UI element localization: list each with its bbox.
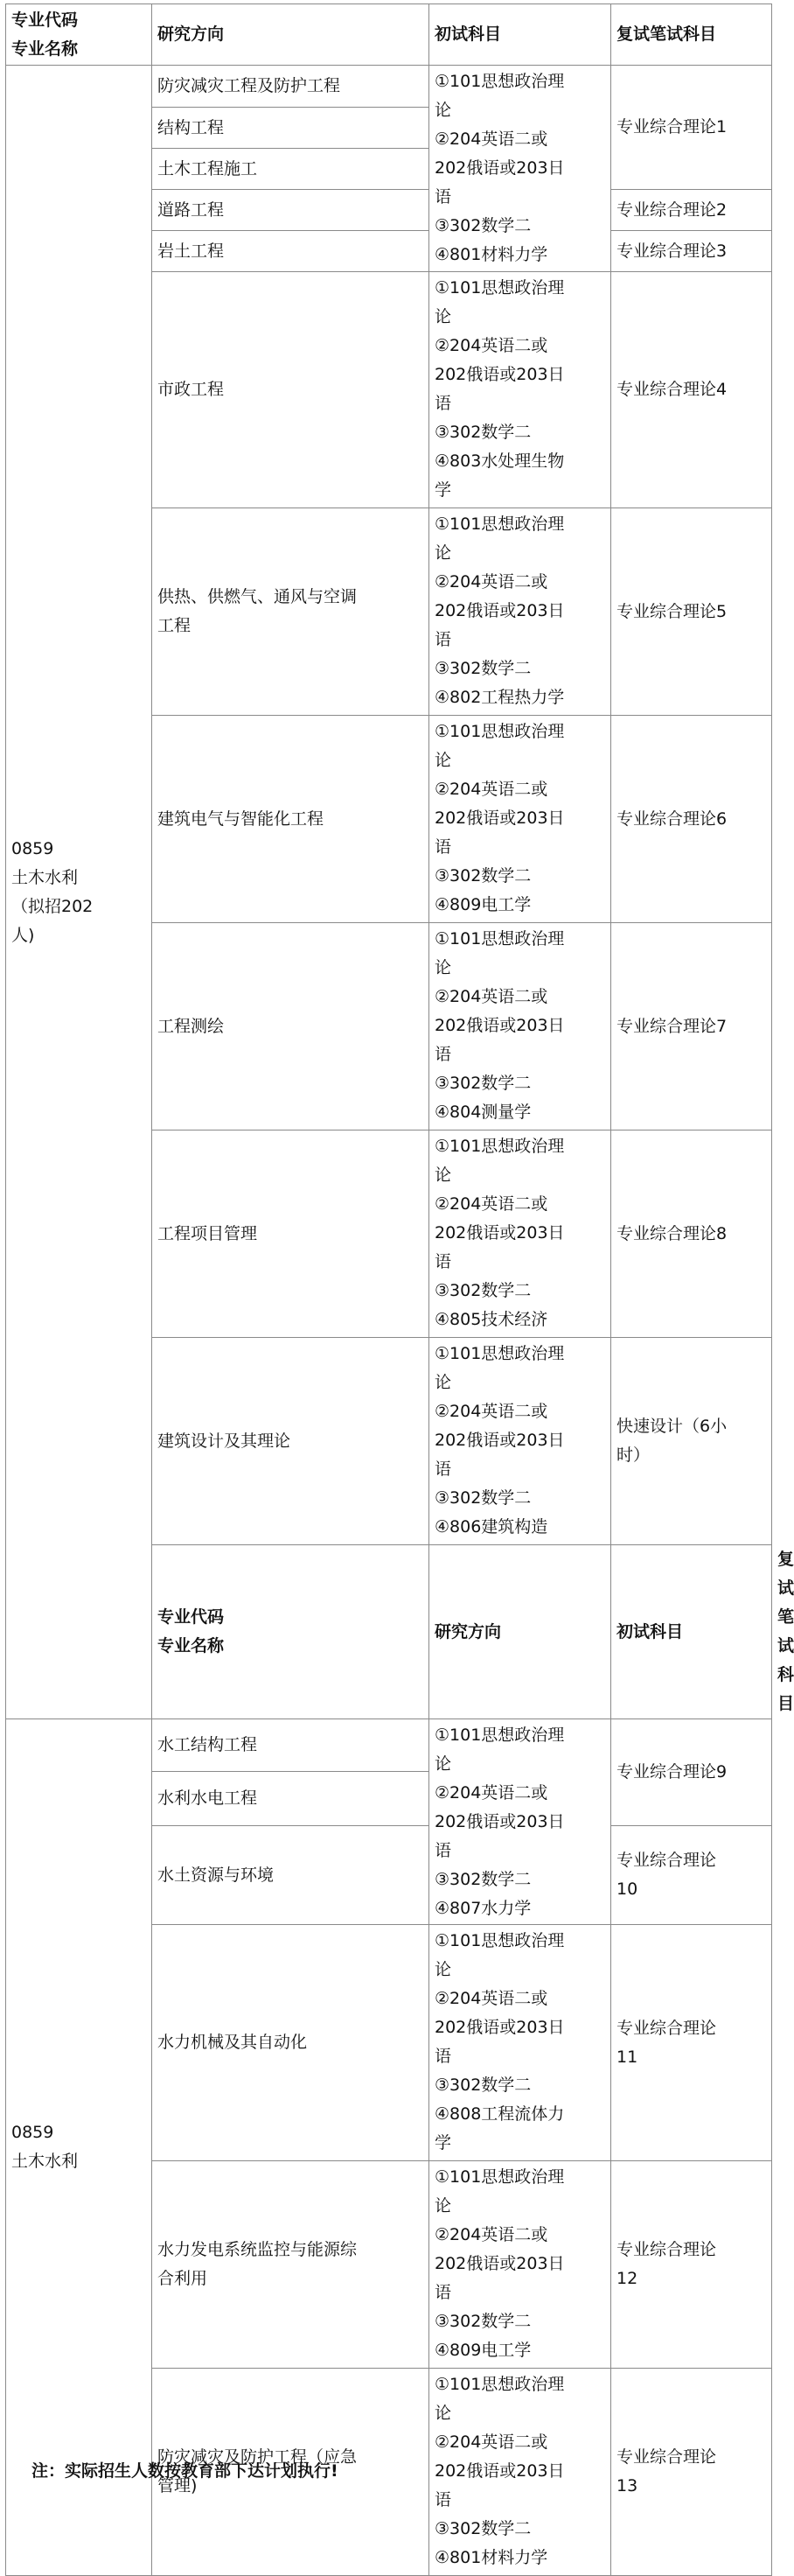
cell-line: ②204英语二或: [435, 1194, 548, 1214]
cell-line: 学: [435, 2133, 452, 2152]
cell-line: ④806建筑构造: [435, 1517, 548, 1536]
cell-line: 工程项目管理: [157, 1223, 258, 1243]
cell-line: 202俄语或203日: [435, 808, 565, 828]
cell-line: 论: [435, 1754, 452, 1774]
cell-line: 语: [435, 1045, 452, 1064]
cell-line: ④805技术经济: [435, 1310, 548, 1329]
cell-line: 论: [435, 1166, 452, 1185]
cell-line: 语: [435, 837, 452, 857]
cell-line: 202俄语或203日: [435, 2018, 565, 2037]
cell-line: 12: [616, 2269, 638, 2288]
direction-cell: [152, 2161, 429, 2369]
admissions-table: [5, 4, 794, 2576]
cell-line: ③302数学二: [435, 659, 532, 678]
cell-line: ③302数学二: [435, 1870, 532, 1889]
exam-cell: [429, 923, 611, 1130]
exam-cell: [429, 66, 611, 272]
cell-line: 市政工程: [157, 380, 225, 399]
cell-line: ④804测量学: [435, 1102, 532, 1122]
retest-cell: [611, 923, 772, 1130]
cell-line: ②204英语二或: [435, 572, 548, 592]
cell-line: ①101思想政治理: [435, 514, 565, 534]
cell-line: 语: [435, 1841, 452, 1860]
table-row: [6, 66, 772, 108]
major-cell: [6, 1719, 152, 2576]
cell-line: 202俄语或203日: [435, 1431, 565, 1450]
direction-cell: [152, 1925, 429, 2161]
cell-line: 202俄语或203日: [435, 1223, 565, 1242]
cell-line: 工程: [157, 616, 192, 635]
cell-line: ②204英语二或: [435, 1783, 548, 1802]
cell-line: ①101思想政治理: [435, 929, 565, 948]
cell-line: ①101思想政治理: [435, 2167, 565, 2187]
cell-line: 论: [435, 1373, 452, 1392]
cell-line: ②204英语二或: [435, 780, 548, 799]
cell-line: 专业综合理论5: [616, 601, 728, 621]
header-major-code-name: [152, 1545, 429, 1719]
exam-cell: [429, 2161, 611, 2369]
cell-line: 人): [11, 925, 35, 945]
admissions-table-wrapper: [5, 4, 794, 2576]
cell-line: ①101思想政治理: [435, 72, 565, 91]
cell-line: 专业名称: [11, 38, 79, 59]
cell-line: 论: [435, 101, 452, 120]
cell-line: ④803水处理生物: [435, 452, 565, 471]
cell-line: 语: [435, 2490, 452, 2510]
cell-line: 管理): [157, 2476, 198, 2496]
direction-cell: 土木工程施工: [152, 149, 429, 190]
cell-line: ②204英语二或: [435, 2432, 548, 2452]
cell-line: 工程测绘: [157, 1016, 225, 1036]
direction-cell: [152, 508, 429, 716]
cell-line: 水力发电系统监控与能源综: [157, 2240, 358, 2259]
retest-cell: 专业综合理论3: [611, 231, 772, 272]
cell-line: ②204英语二或: [435, 987, 548, 1006]
cell-line: 语: [435, 187, 452, 206]
cell-line: 专业综合理论6: [616, 808, 728, 829]
cell-line: ③302数学二: [435, 2519, 532, 2538]
cell-line: 专业综合理论: [616, 2447, 717, 2467]
cell-line: 专业综合理论7: [616, 1016, 728, 1036]
cell-line: 13: [616, 2476, 638, 2496]
cell-line: ①101思想政治理: [435, 2375, 565, 2394]
header-initial-exam: 初试科目: [429, 4, 611, 66]
table-row: [6, 1719, 772, 1772]
retest-cell: [611, 2369, 772, 2576]
retest-cell: [611, 272, 772, 508]
header-initial-exam: 初试科目: [611, 1545, 772, 1719]
cell-line: 防灾减灾及防护工程（应急: [157, 2447, 358, 2467]
cell-line: 语: [435, 1252, 452, 1271]
cell-line: ①101思想政治理: [435, 722, 565, 741]
direction-cell: 岩土工程: [152, 231, 429, 272]
header-major-code-name: [6, 4, 152, 66]
cell-line: 202俄语或203日: [435, 2254, 565, 2273]
exam-cell: [429, 1338, 611, 1545]
cell-line: 202俄语或203日: [435, 365, 565, 384]
cell-line: 11: [616, 2047, 638, 2067]
cell-line: ①101思想政治理: [435, 278, 565, 298]
retest-cell: [611, 508, 772, 716]
cell-line: 202俄语或203日: [435, 158, 565, 178]
direction-cell: [152, 923, 429, 1130]
header-research-direction: 研究方向: [429, 1545, 611, 1719]
cell-line: 语: [435, 394, 452, 413]
cell-line: ③302数学二: [435, 423, 532, 442]
header-retest-exam: 复试笔试科目: [611, 4, 772, 66]
cell-line: 论: [435, 307, 452, 326]
cell-line: （拟招202: [11, 896, 94, 916]
cell-line: ②204英语二或: [435, 130, 548, 149]
cell-line: 语: [435, 630, 452, 649]
cell-line: 土木水利: [11, 2152, 79, 2171]
exam-cell: [429, 1130, 611, 1338]
cell-line: ②204英语二或: [435, 1402, 548, 1421]
direction-cell: 道路工程: [152, 190, 429, 231]
retest-cell: [611, 2161, 772, 2369]
cell-line: ②204英语二或: [435, 2225, 548, 2244]
cell-line: 0859: [11, 2123, 54, 2142]
cell-line: ②204英语二或: [435, 1989, 548, 2008]
cell-line: 专业综合理论9: [616, 1762, 728, 1782]
cell-line: ④801材料力学: [435, 245, 548, 264]
cell-line: 202俄语或203日: [435, 601, 565, 620]
cell-line: ①101思想政治理: [435, 1344, 565, 1363]
direction-cell: [152, 272, 429, 508]
direction-cell: [152, 1338, 429, 1545]
cell-line: 学: [435, 480, 452, 500]
cell-line: ③302数学二: [435, 216, 532, 235]
cell-line: ④808工程流体力: [435, 2104, 565, 2124]
direction-cell: 结构工程: [152, 108, 429, 149]
retest-cell: [611, 1130, 772, 1338]
cell-line: 10: [616, 1880, 638, 1899]
table-header-row: [6, 4, 772, 66]
cell-line: 202俄语或203日: [435, 2461, 565, 2481]
cell-line: 合利用: [157, 2269, 208, 2288]
cell-line: 水力机械及其自动化: [157, 2033, 308, 2052]
retest-cell: [611, 716, 772, 923]
direction-cell: 水土资源与环境: [152, 1826, 429, 1925]
cell-line: 语: [435, 2047, 452, 2066]
direction-cell: 水工结构工程: [152, 1719, 429, 1772]
exam-cell: [429, 1925, 611, 2161]
exam-cell: [429, 272, 611, 508]
exam-cell: [429, 2369, 611, 2576]
retest-cell: [611, 1826, 772, 1925]
retest-cell: 专业综合理论1: [611, 66, 772, 190]
direction-cell: 水利水电工程: [152, 1772, 429, 1826]
cell-line: ③302数学二: [435, 2312, 532, 2331]
major-cell: [6, 66, 152, 1719]
cell-line: 论: [435, 543, 452, 563]
cell-line: 论: [435, 2404, 452, 2423]
retest-cell: 专业综合理论2: [611, 190, 772, 231]
cell-line: ③302数学二: [435, 1488, 532, 1508]
cell-line: 土木水利: [11, 867, 79, 887]
direction-cell: [152, 1130, 429, 1338]
cell-line: ①101思想政治理: [435, 1931, 565, 1950]
cell-line: 专业综合理论4: [616, 380, 728, 399]
cell-line: 论: [435, 751, 452, 770]
footnote: 注：实际招生人数按教育部下达计划执行!: [31, 2461, 338, 2481]
exam-cell: [429, 508, 611, 716]
cell-line: 论: [435, 958, 452, 977]
cell-line: ③302数学二: [435, 866, 532, 886]
retest-cell: [611, 1925, 772, 2161]
cell-line: ④807水力学: [435, 1899, 532, 1918]
cell-line: 专业综合理论8: [616, 1223, 728, 1243]
direction-cell: 防灾减灾工程及防护工程: [152, 66, 429, 108]
cell-line: 202俄语或203日: [435, 1016, 565, 1035]
cell-line: 202俄语或203日: [435, 1812, 565, 1831]
cell-line: 专业代码: [157, 1607, 225, 1627]
cell-line: ③302数学二: [435, 1281, 532, 1300]
cell-line: 快速设计（6小: [616, 1417, 728, 1436]
cell-line: 专业综合理论: [616, 2018, 717, 2038]
cell-line: 论: [435, 2196, 452, 2216]
table-header-row: 专业代码 专业名称 研究方向 初试科目 复试笔试科目: [6, 1545, 772, 1719]
cell-line: 建筑设计及其理论: [157, 1431, 291, 1451]
cell-line: ④802工程热力学: [435, 688, 565, 707]
cell-line: ③302数学二: [435, 1074, 532, 1093]
exam-cell: [429, 1719, 611, 1925]
cell-line: ①101思想政治理: [435, 1726, 565, 1745]
cell-line: 专业代码: [11, 10, 79, 30]
retest-cell: [611, 1338, 772, 1545]
cell-line: ②204英语二或: [435, 336, 548, 355]
cell-line: ④809电工学: [435, 895, 532, 914]
cell-line: 专业名称: [157, 1636, 225, 1656]
cell-line: 时）: [616, 1446, 651, 1465]
header-research-direction: 研究方向: [152, 4, 429, 66]
cell-line: ④809电工学: [435, 2341, 532, 2360]
cell-line: ①101思想政治理: [435, 1137, 565, 1156]
cell-line: 建筑电气与智能化工程: [157, 808, 324, 829]
direction-cell: [152, 716, 429, 923]
exam-cell: [429, 716, 611, 923]
cell-line: 语: [435, 1460, 452, 1479]
cell-line: 论: [435, 1960, 452, 1979]
cell-line: ④801材料力学: [435, 2548, 548, 2567]
cell-line: 专业综合理论: [616, 2240, 717, 2259]
retest-cell: [611, 1719, 772, 1826]
cell-line: 供热、供燃气、通风与空调: [157, 587, 358, 606]
cell-line: 0859: [11, 838, 54, 858]
cell-line: 专业综合理论: [616, 1851, 717, 1870]
cell-line: ③302数学二: [435, 2076, 532, 2095]
cell-line: 语: [435, 2283, 452, 2302]
